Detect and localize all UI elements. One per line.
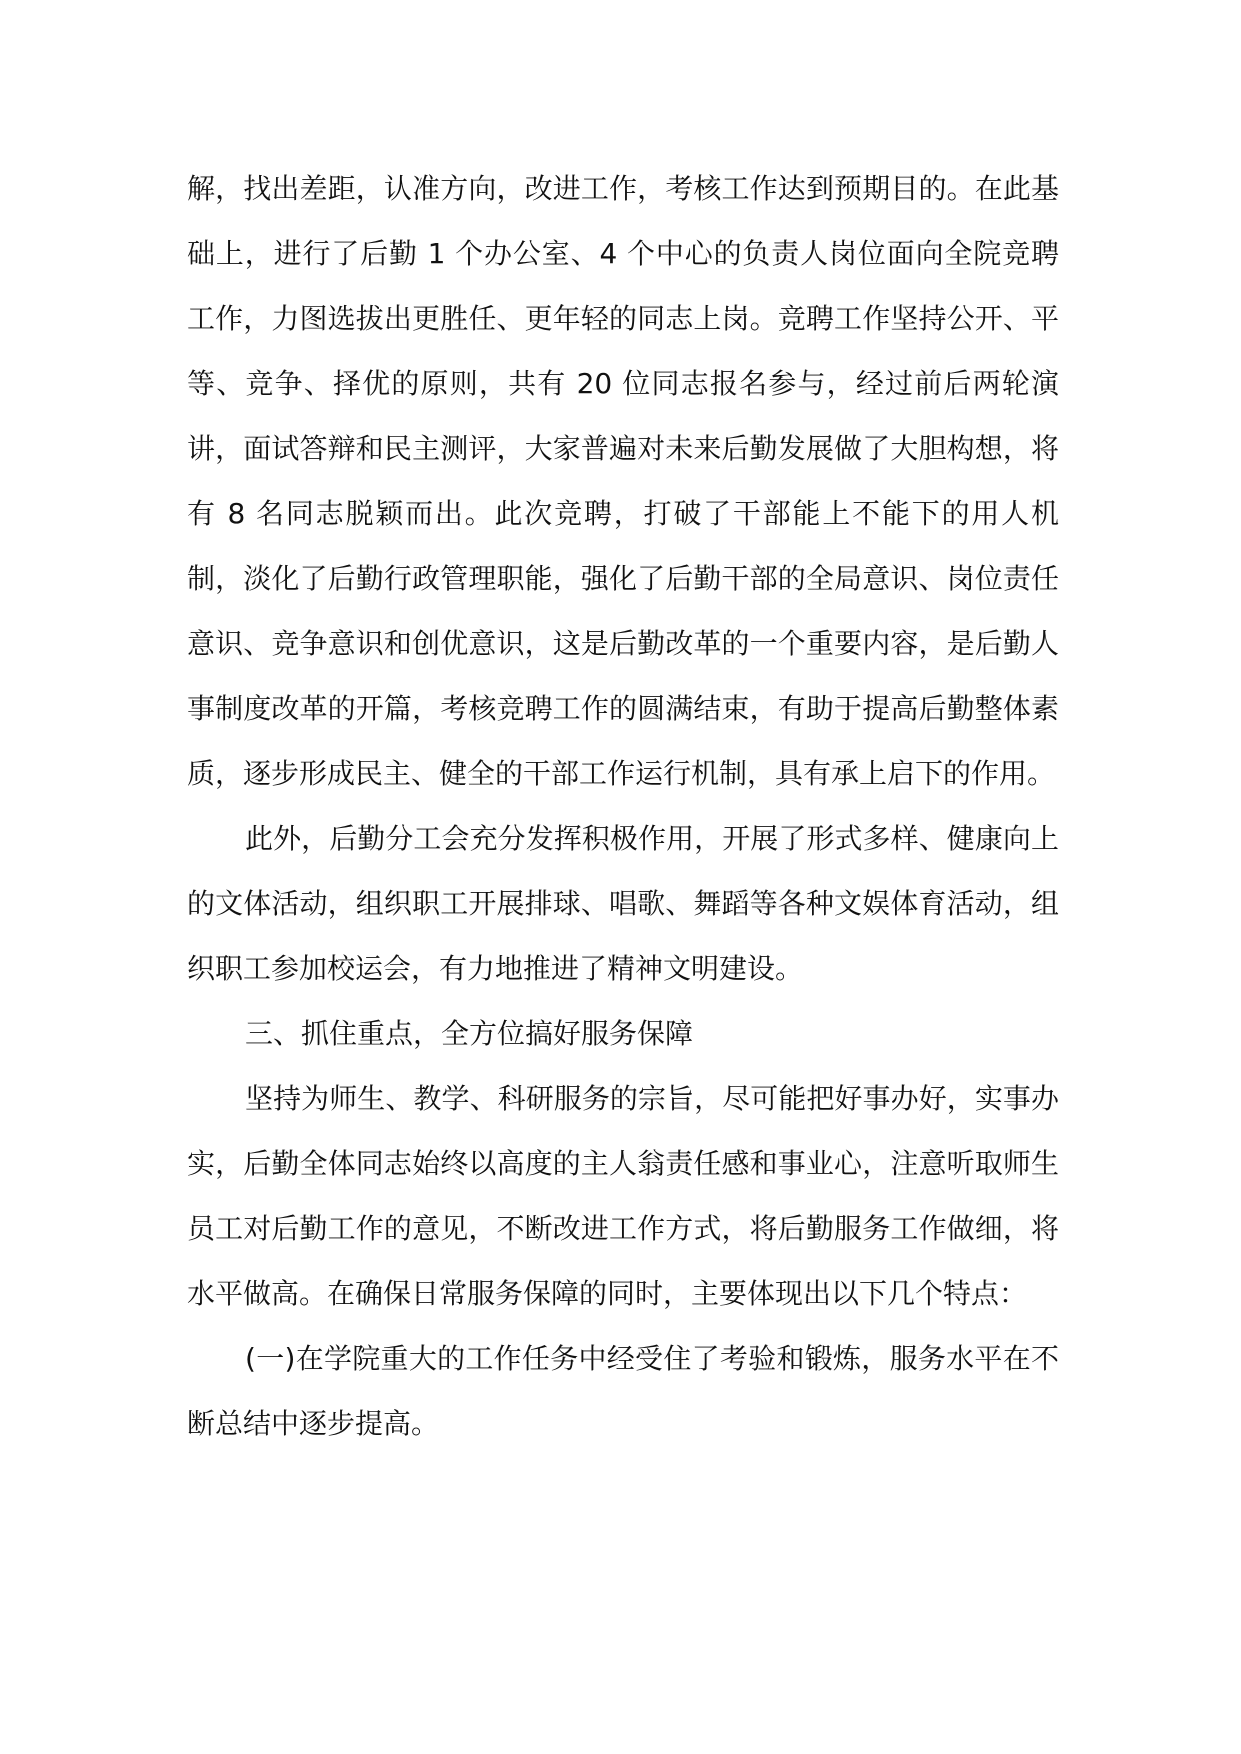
section-heading-service-guarantee: 三、抓住重点，全方位搞好服务保障 bbox=[245, 1017, 694, 1050]
subsection-heading-one: (一)在学院重大的工作任务中经受住了考验和锻炼，服务水平在不断总结中逐步提高。 bbox=[187, 1342, 1059, 1440]
document-page bbox=[187, 156, 1059, 1456]
body-paragraph-service-principle: 坚持为师生、教学、科研服务的宗旨，尽可能把好事办好，实事办实，后勤全体同志始终以高度的主人翁责任感和事业心，注意听取师生员工对后勤工作的意见，不断改进工作方式，将后勤服务工作做细，将水平做高。在确保日常服务保障的同时，主要体现出以下几个特点： bbox=[187, 1082, 1059, 1310]
body-paragraph-continued: 解，找出差距，认准方向，改进工作，考核工作达到预期目的。在此基础上，进行了后勤 1 个办公室、4 个中心的负责人岗位面向全院竞聘工作，力图选拔出更胜任、更年轻的同志上岗。竞聘工作坚持公开、平等、竞争、择优的原则，共有 20 位同志报名参与，经过前后两轮演讲，面试答辩和民主测评，大家普遍对未来后勤发展做了大胆构想，将有 8 名同志脱颖而出。此次竞聘，打破了干部能上不能下的用人机制，淡化了后勤行政管理职能，强化了后勤干部的全局意识、岗位责任意识、竞争意识和创优意识，这是后勤改革的一个重要内容，是后勤人事制度改革的开篇，考核竞聘工作的圆满结束，有助于提高后勤整体素质，逐步形成民主、健全的干部工作运行机制，具有承上启下的作用。 bbox=[187, 172, 1059, 790]
body-paragraph-union-activities: 此外，后勤分工会充分发挥积极作用，开展了形式多样、健康向上的文体活动，组织职工开展排球、唱歌、舞蹈等各种文娱体育活动，组织职工参加校运会，有力地推进了精神文明建设。 bbox=[187, 822, 1059, 985]
